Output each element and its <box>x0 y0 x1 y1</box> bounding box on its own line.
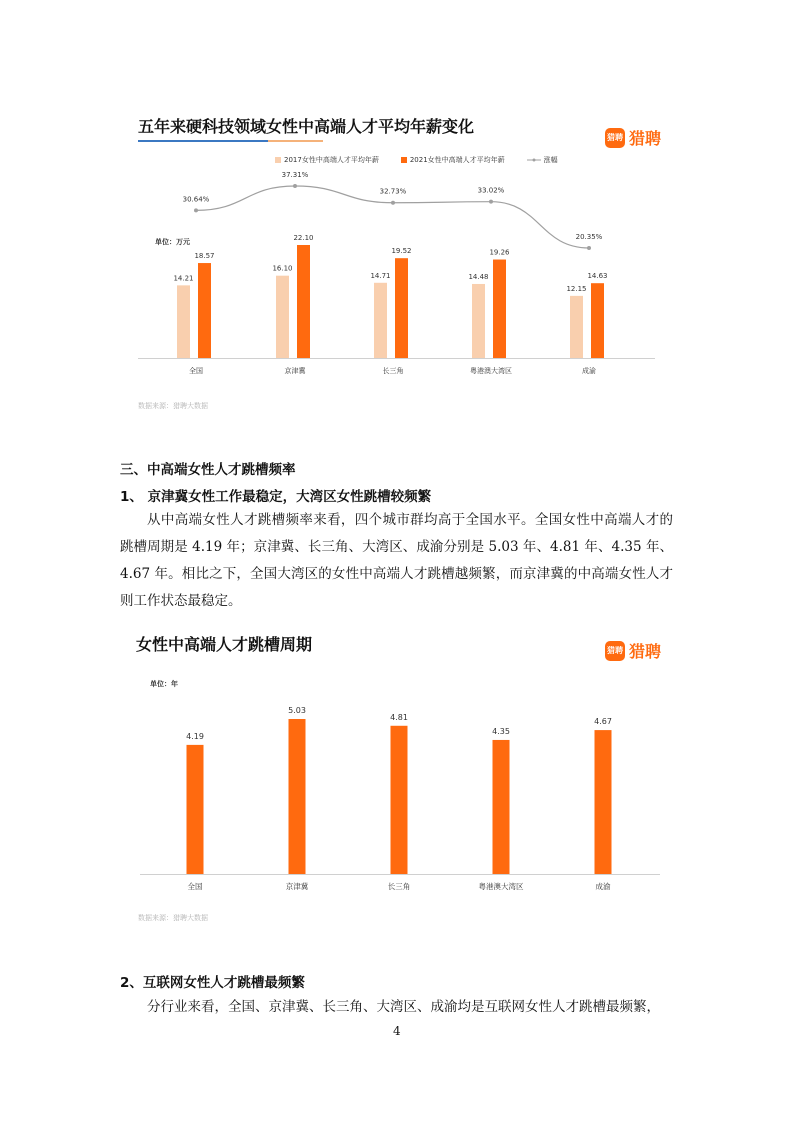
data-label: 4.19 <box>186 731 204 741</box>
logo-wordmark: 猎聘 <box>629 642 662 661</box>
chart2-title: 女性中高端人才跳槽周期 <box>136 635 313 654</box>
data-label-2021: 22.10 <box>293 234 314 242</box>
chart1-unit: 单位：万元 <box>155 238 190 246</box>
data-label-2017: 16.10 <box>272 264 293 273</box>
x-tick-label: 京津冀 <box>285 882 309 891</box>
data-label: 4.35 <box>492 726 510 736</box>
liepin-logo-icon: 猎聘 <box>605 641 625 661</box>
data-label-2017: 14.71 <box>370 271 391 280</box>
subsection-heading-1: 1、 京津冀女性工作最稳定，大湾区女性跳槽较频繁 <box>120 489 432 505</box>
chart2-unit: 单位：年 <box>150 680 178 688</box>
legend-label-2021: 2021女性中高端人才平均年薪 <box>409 156 505 164</box>
bar-2021 <box>591 283 604 358</box>
x-tick-label: 长三角 <box>387 882 411 891</box>
bar <box>289 719 306 874</box>
chart1-title: 五年来硬科技领域女性中高端人才平均年薪变化 <box>138 117 475 136</box>
bar <box>187 745 204 874</box>
growth-label: 32.73% <box>379 187 407 196</box>
growth-label: 30.64% <box>182 195 210 204</box>
growth-point <box>587 246 591 250</box>
subsection-heading-2: 2、互联网女性人才跳槽最频繁 <box>120 975 305 991</box>
growth-point <box>194 208 198 212</box>
liepin-logo-icon: 猎聘 <box>605 128 625 148</box>
data-label-2021: 18.57 <box>194 252 215 261</box>
data-label-2017: 12.15 <box>566 284 587 293</box>
growth-label: 37.31% <box>281 171 309 179</box>
growth-point <box>489 200 493 204</box>
growth-point <box>391 201 395 205</box>
growth-point <box>293 184 297 188</box>
data-label: 5.03 <box>288 706 306 715</box>
growth-label: 33.02% <box>477 186 505 195</box>
x-tick-label: 全国 <box>187 882 203 891</box>
bar <box>391 726 408 874</box>
paragraph-2: 分行业来看，全国、京津冀、长三角、大湾区、成渝均是互联网女性人才跳槽最频繁， <box>147 999 660 1015</box>
legend-label-2017: 2017女性中高端人才平均年薪 <box>284 156 379 164</box>
x-tick-label: 粤港澳大湾区 <box>470 367 512 375</box>
page-number: 4 <box>393 1024 401 1038</box>
bar <box>595 730 612 874</box>
legend-label-growth: 涨幅 <box>543 156 558 164</box>
data-label-2021: 14.63 <box>587 272 608 281</box>
data-label: 4.81 <box>390 712 408 722</box>
x-tick-label: 成渝 <box>595 882 611 891</box>
x-tick-label: 成渝 <box>582 367 596 375</box>
bar-2021 <box>493 260 506 358</box>
x-tick-label: 京津冀 <box>284 367 306 375</box>
chart1-source: 数据来源：猎聘大数据 <box>138 402 208 410</box>
data-label-2017: 14.48 <box>468 272 489 281</box>
data-label: 4.67 <box>594 717 612 727</box>
bar-2017 <box>374 283 387 358</box>
bar-2021 <box>297 245 310 358</box>
section-heading: 三、中高端女性人才跳槽频率 <box>120 462 296 478</box>
logo-wordmark: 猎聘 <box>629 129 662 148</box>
chart2-source: 数据来源：猎聘大数据 <box>138 914 208 922</box>
paragraph-1: 从中高端女性人才跳槽频率来看，四个城市群均高于全国水平。全国女性中高端人才的跳槽周期是 4.19 年；京津冀、长三角、大湾区、成渝分别是 5.03 年、4.81 年、4.35 年、4.67 年。相比之下，全国大湾区的女性中高端人才跳槽越频繁，而京津冀的中高端女性人才则工作状态最稳定。 <box>120 512 673 609</box>
bar-2017 <box>472 284 485 358</box>
growth-label: 20.35% <box>575 233 603 241</box>
chart2-plot <box>0 600 793 910</box>
data-label-2017: 14.21 <box>173 274 194 283</box>
x-tick-label: 长三角 <box>382 367 404 375</box>
bar-2017 <box>276 276 289 358</box>
x-tick-label: 全国 <box>189 367 203 375</box>
x-tick-label: 粤港澳大湾区 <box>478 882 524 891</box>
data-label-2021: 19.26 <box>489 248 510 257</box>
bar <box>493 740 510 874</box>
bar-2021 <box>395 258 408 358</box>
bar-2021 <box>198 263 211 358</box>
data-label-2021: 19.52 <box>391 247 412 256</box>
bar-2017 <box>570 296 583 358</box>
chart1-plot <box>0 0 793 400</box>
bar-2017 <box>177 285 190 358</box>
